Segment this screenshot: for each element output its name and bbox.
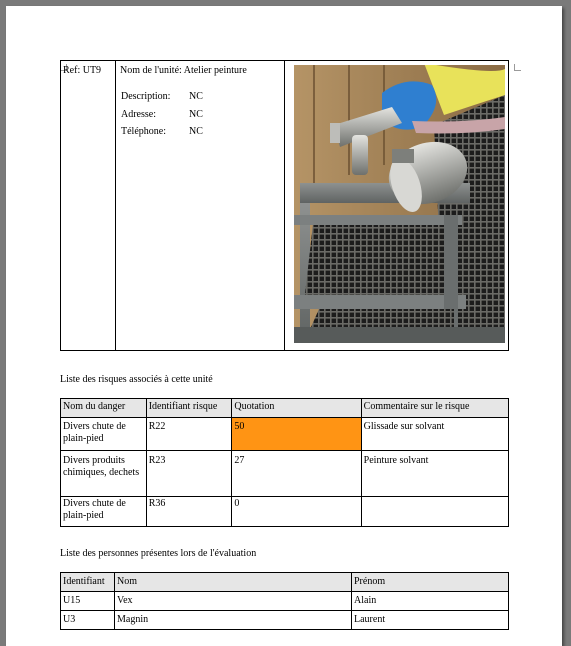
cell-nom: Vex [115, 592, 352, 611]
col-header-nom: Nom [115, 573, 352, 592]
cell-risk-id: R22 [146, 418, 232, 451]
cell-id: U15 [61, 592, 115, 611]
unit-field-phone [120, 123, 284, 141]
cell-comment [361, 497, 508, 527]
unit-ref-cell [61, 61, 116, 351]
cell-quotation: 0 [232, 497, 361, 527]
cell-nom: Magnin [115, 611, 352, 630]
cell-danger: Divers chute de plain-pied [61, 497, 147, 527]
risk-table [60, 398, 509, 527]
unit-name: Nom de l'unité: Atelier peinture [120, 65, 247, 76]
col-header-risk-id: Identifiant risque [146, 399, 232, 418]
col-header-quotation: Quotation [232, 399, 361, 418]
unit-field-address [120, 106, 284, 124]
cell-comment: Peinture solvant [361, 451, 508, 497]
cell-id: U3 [61, 611, 115, 630]
people-list-title: Liste des personnes présentes lors de l'évaluation [60, 548, 257, 559]
col-header-prenom: Prénom [352, 573, 509, 592]
unit-field-description [120, 88, 284, 106]
document-page [6, 6, 562, 646]
cell-prenom: Alain [352, 592, 509, 611]
field-value: NC [189, 91, 203, 102]
risk-list-title: Liste des risques associés à cette unité [60, 374, 213, 385]
cell-prenom: Laurent [352, 611, 509, 630]
table-row [61, 497, 509, 527]
table-row [61, 592, 509, 611]
spray-gun-photo [294, 65, 505, 343]
col-header-id: Identifiant [61, 573, 115, 592]
col-header-danger: Nom du danger [61, 399, 147, 418]
field-label: Téléphone: [121, 126, 166, 137]
field-value: NC [189, 126, 203, 137]
cell-comment: Glissade sur solvant [361, 418, 508, 451]
cell-danger: Divers chute de plain-pied [61, 418, 147, 451]
unit-photo-cell [285, 61, 509, 351]
cell-risk-id: R36 [146, 497, 232, 527]
unit-details-cell [116, 61, 285, 351]
risk-table-header [61, 399, 509, 418]
page-corner-mark [514, 64, 521, 71]
cell-quotation-highlighted: 50 [232, 418, 361, 451]
field-value: NC [189, 108, 203, 120]
table-row [61, 451, 509, 497]
unit-ref: Ref: UT9 [63, 65, 102, 76]
table-row [61, 611, 509, 630]
table-row [61, 418, 509, 451]
field-label: Adresse: [121, 108, 156, 120]
cell-danger: Divers produits chimiques, dechets [61, 451, 147, 497]
cell-risk-id: R23 [146, 451, 232, 497]
people-table [60, 572, 509, 630]
field-label: Description: [121, 91, 171, 102]
cell-quotation: 27 [232, 451, 361, 497]
unit-info-table [60, 60, 509, 351]
col-header-comment: Commentaire sur le risque [361, 399, 508, 418]
people-table-header [61, 573, 509, 592]
